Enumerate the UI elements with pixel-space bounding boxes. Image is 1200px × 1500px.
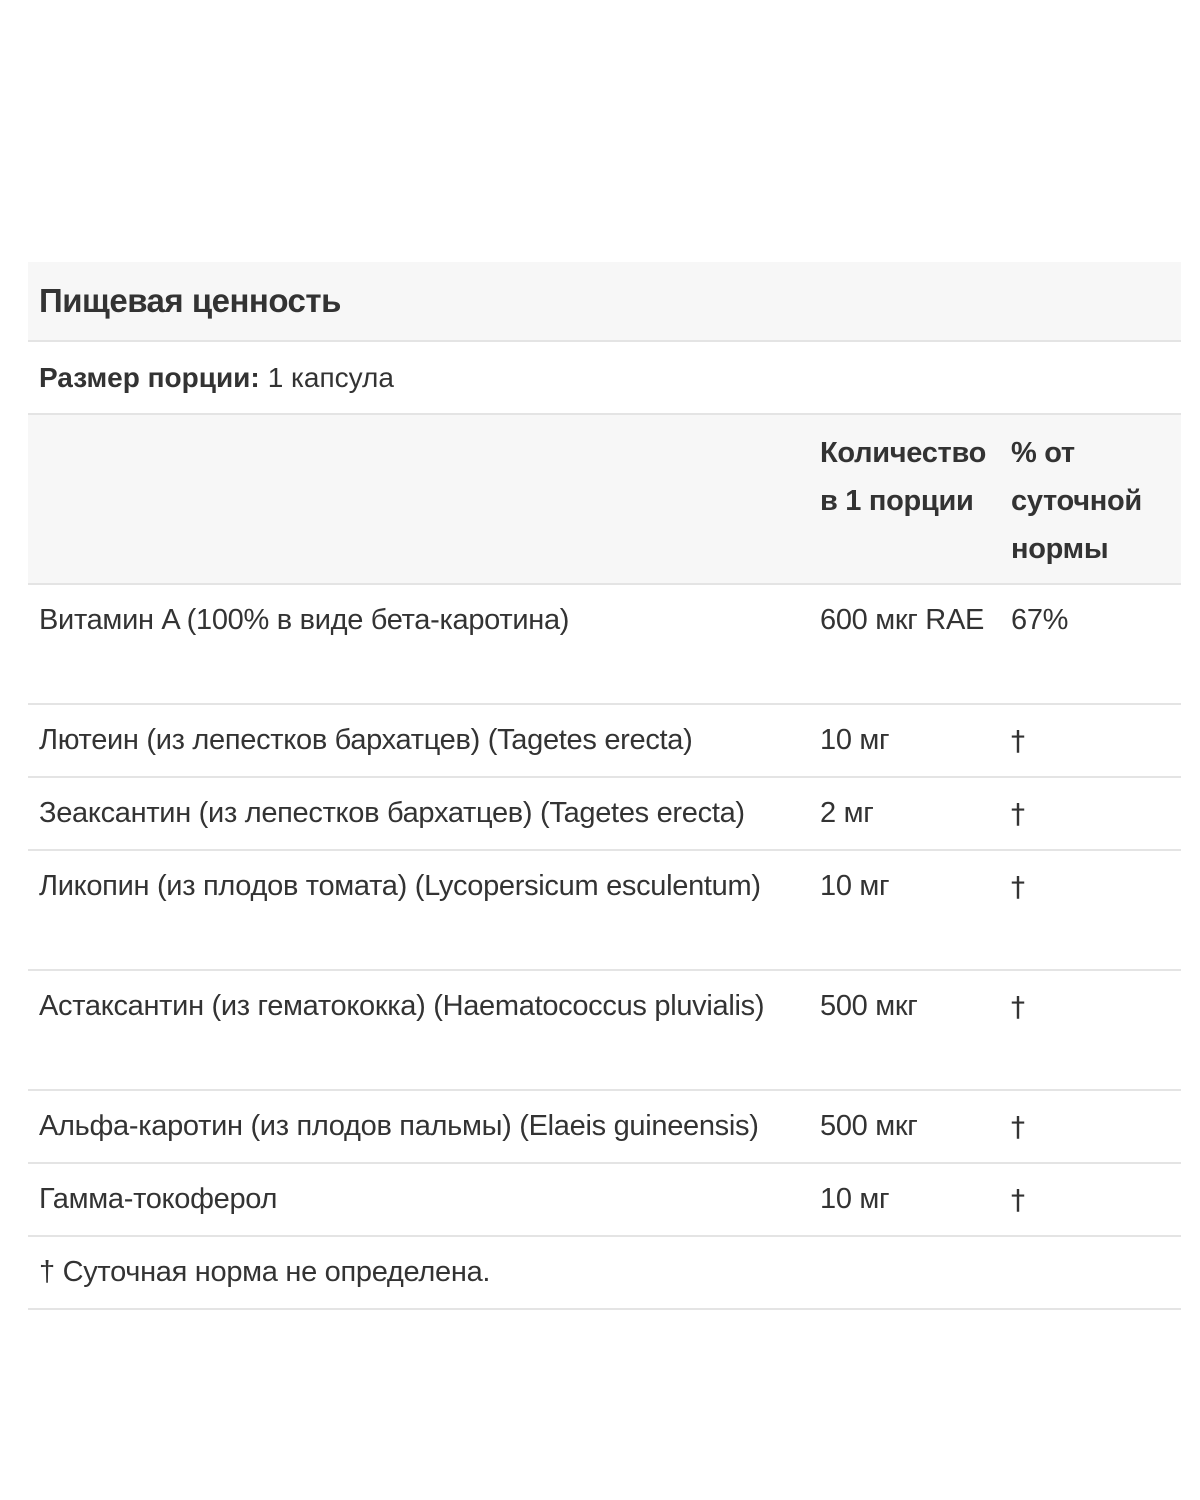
footnote-text: † Суточная норма не определена. [39,1256,491,1288]
table-row [28,970,1181,1090]
nutrient-daily-value: 67% [1011,584,1181,704]
title-row [28,262,1181,342]
nutrient-amount: 600 мкг RAE [820,584,1011,704]
nutrient-daily-value: † [1011,850,1181,970]
header-name-cell [28,415,820,584]
nutrients-table [28,415,1181,1237]
header-amount-line1: Количество [820,437,987,469]
serving-size-row [28,342,1181,415]
serving-size-label: Размер порции: [39,361,260,393]
table-row [28,584,1181,704]
table-row [28,850,1181,970]
table-row [28,704,1181,777]
nutrient-name: Лютеин (из лепестков бархатцев) (Tagetes erecta) [28,704,820,777]
nutrient-amount: 10 мг [820,850,1011,970]
nutrient-amount: 2 мг [820,777,1011,850]
header-amount-cell [820,415,1011,584]
nutrient-name: Астаксантин (из гематококка) (Haematococcus pluvialis) [28,970,820,1090]
nutrient-name: Ликопин (из плодов томата) (Lycopersicum esculentum) [28,850,820,970]
nutrient-daily-value: † [1011,777,1181,850]
nutrition-facts-panel [28,262,1181,1310]
header-dv-line3: нормы [1011,533,1109,565]
header-amount-line2: в 1 порции [820,485,974,517]
serving-size-value: 1 капсула [267,361,394,393]
nutrient-amount: 10 мг [820,1163,1011,1236]
nutrient-name: Гамма-токоферол [28,1163,820,1236]
nutrient-name: Витамин A (100% в виде бета-каротина) [28,584,820,704]
nutrient-amount: 10 мг [820,704,1011,777]
nutrient-amount: 500 мкг [820,1090,1011,1163]
header-dv-line2: суточной [1011,485,1142,517]
nutrient-name: Альфа-каротин (из плодов пальмы) (Elaeis guineensis) [28,1090,820,1163]
nutrient-daily-value: † [1011,704,1181,777]
header-dv-line1: % от [1011,437,1075,469]
table-row [28,1163,1181,1236]
nutrient-name: Зеаксантин (из лепестков бархатцев) (Tagetes erecta) [28,777,820,850]
daily-value-footnote [28,1237,1181,1310]
nutrient-amount: 500 мкг [820,970,1011,1090]
nutrient-daily-value: † [1011,1090,1181,1163]
table-row [28,1090,1181,1163]
nutrient-daily-value: † [1011,1163,1181,1236]
table-header-row [28,415,1181,584]
nutrient-daily-value: † [1011,970,1181,1090]
header-dv-cell [1011,415,1181,584]
panel-title: Пищевая ценность [39,282,341,319]
table-row [28,777,1181,850]
